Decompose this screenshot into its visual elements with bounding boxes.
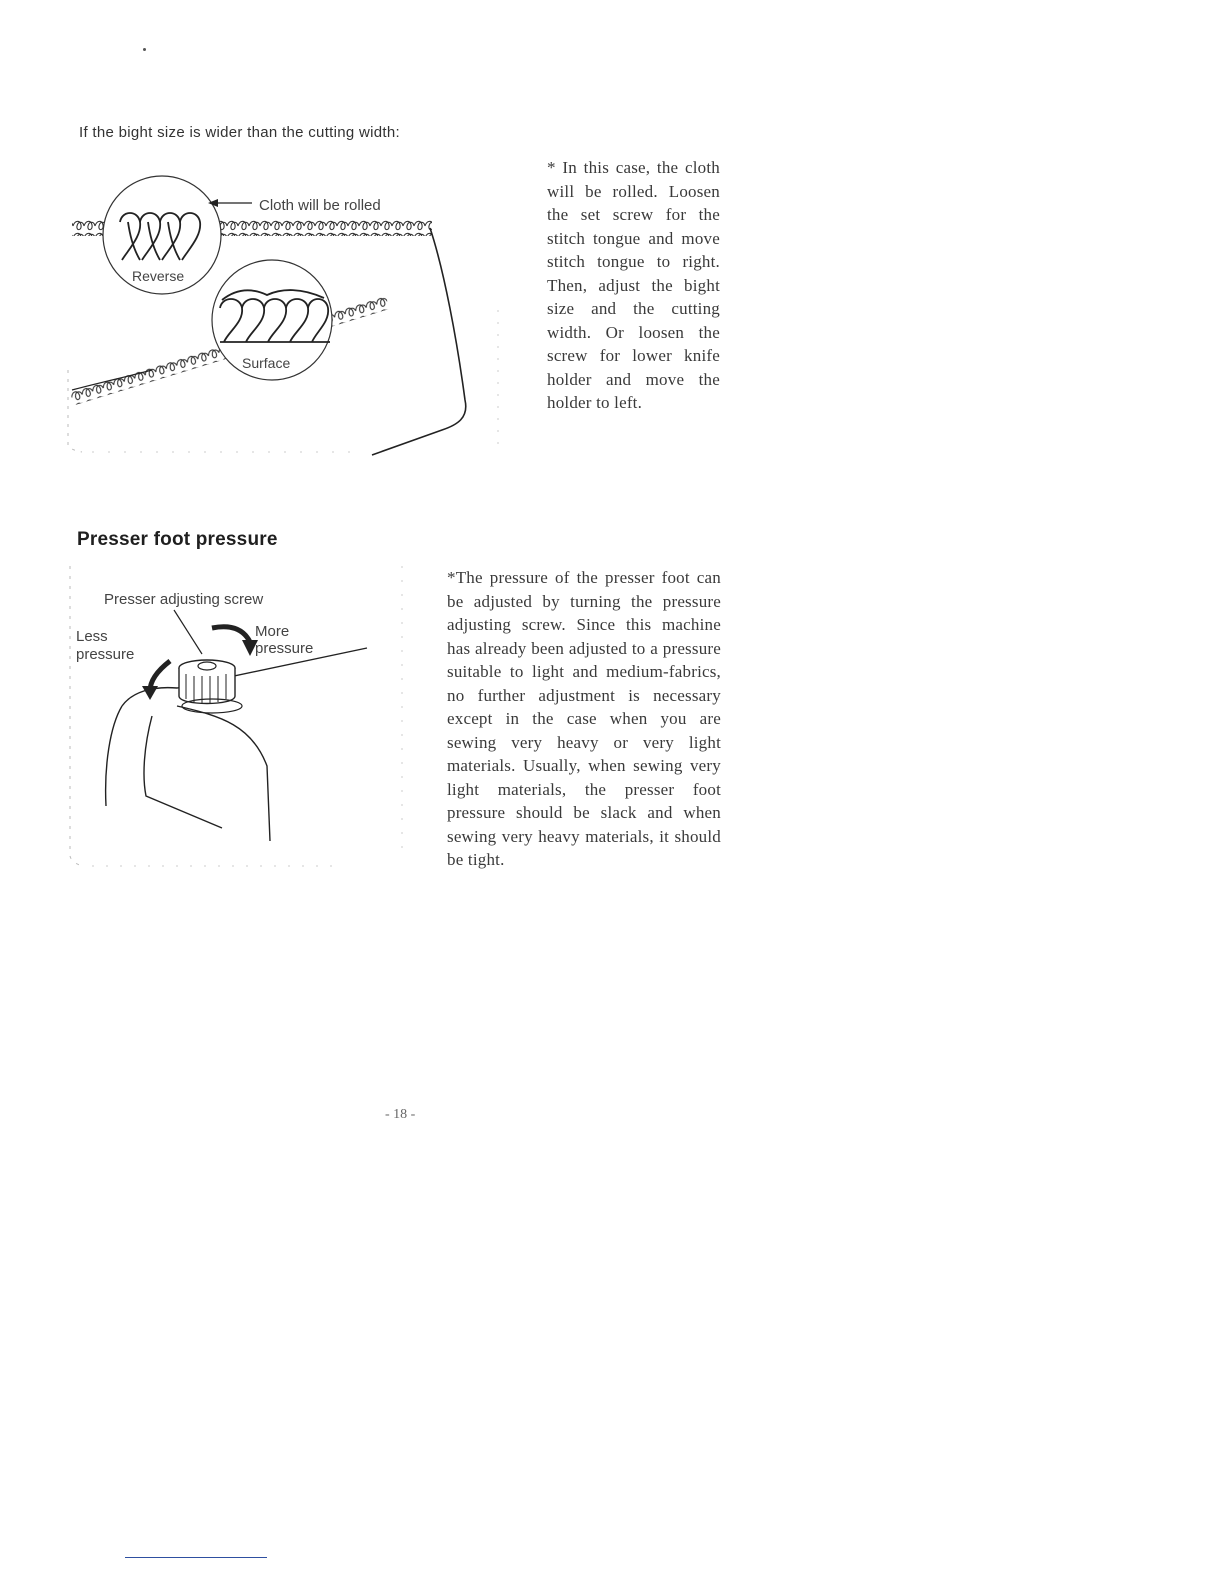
footer-rule: [125, 1557, 267, 1558]
presser-pressure-instructions: *The pressure of the presser foot can be adjusted by turning the pressure adjusting screw. Since this machine has already been adjusted to a pressure suitable to light and medium-fabrics, no further adjustment is necessary except in the case when you are sewing very heavy or very light materials. Usually, when sewing very light materials, the presser foot pressure should be slack and when sewing very heavy materials, it should be tight.: [447, 568, 721, 869]
rolled-cloth-instructions: * In this case, the cloth will be rolled. Loosen the set screw for the stitch tongue and move stitch tongue to right. Then, adjust the bight size and the cutting width. Or loosen the screw for lower knife holder and move the holder to left.: [547, 158, 720, 412]
page-number: - 18 -: [385, 1107, 416, 1122]
less-label-line1: Less: [76, 628, 108, 645]
less-label-line2: pressure: [76, 646, 135, 663]
screw-label: Presser adjusting screw: [104, 591, 264, 608]
section-heading: Presser foot pressure: [77, 529, 278, 550]
intro-text: If the bight size is wider than the cutting width:: [79, 124, 400, 141]
more-label-line2: pressure: [255, 640, 314, 657]
more-label-line1: More: [255, 623, 290, 640]
presser-screw-figure: [62, 566, 412, 871]
reverse-label: Reverse: [132, 268, 185, 284]
cloth-rolled-callout: Cloth will be rolled: [259, 197, 381, 214]
rolled-cloth-figure: [62, 160, 512, 465]
stray-dot: [143, 48, 146, 51]
surface-label: Surface: [242, 355, 291, 371]
